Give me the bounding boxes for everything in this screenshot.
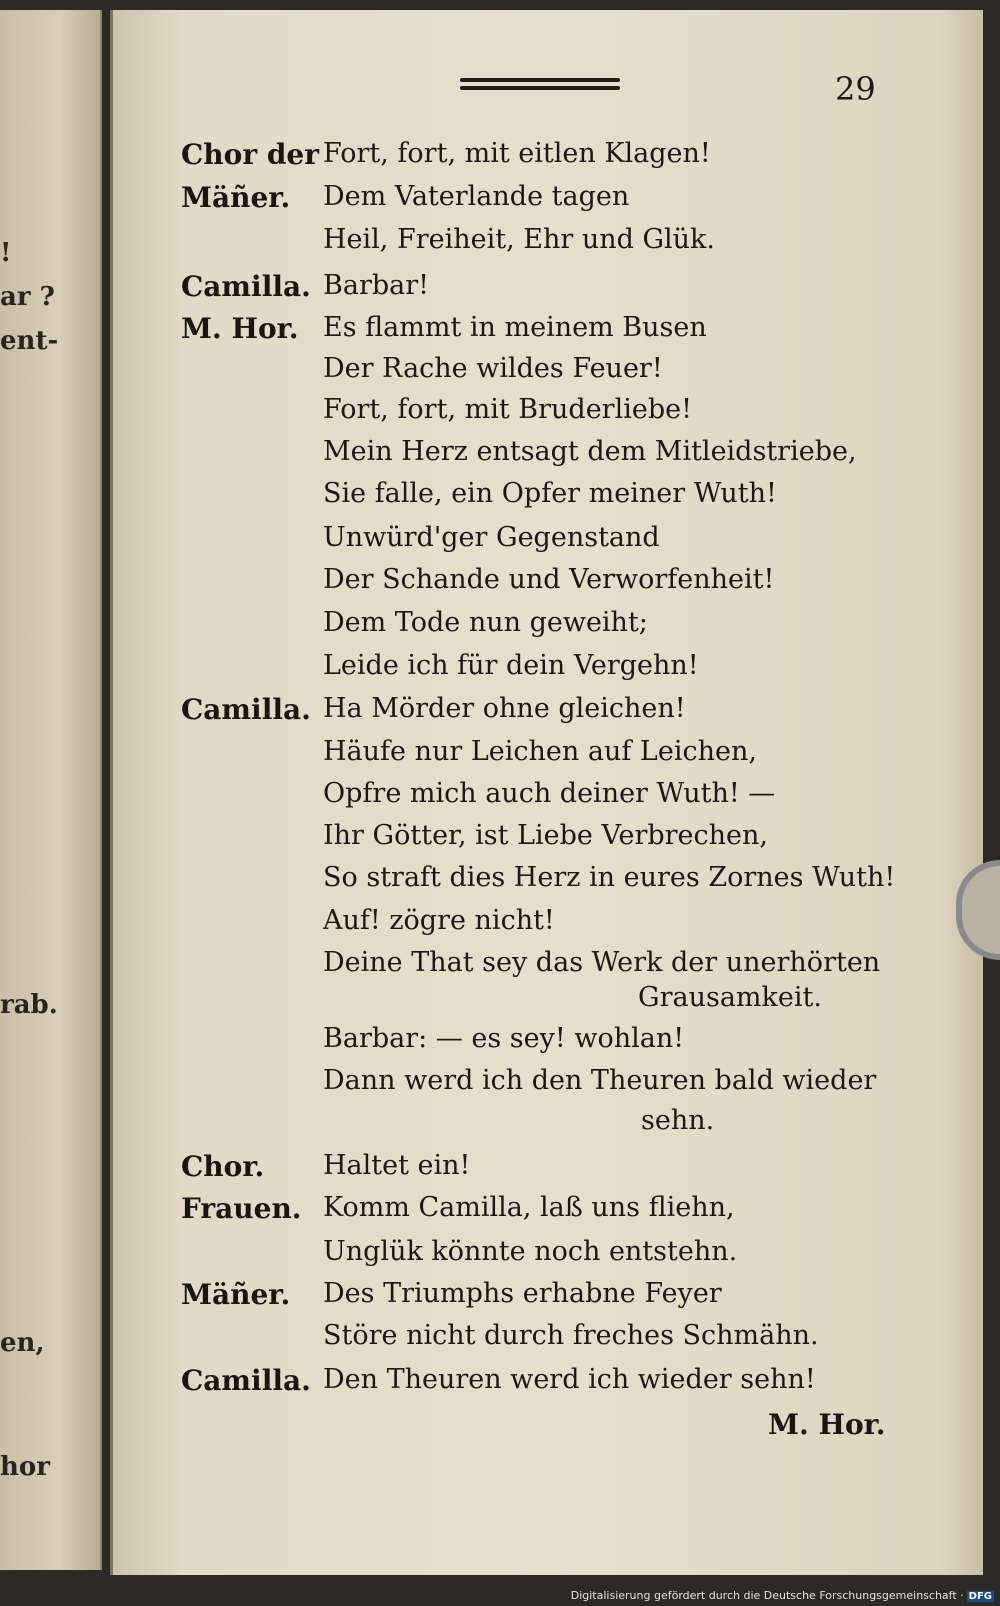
footer-text: Digitalisierung gefördert durch die Deutsche Forschungsgemeinschaft · [570, 1589, 964, 1602]
verse-line: Heil, Freiheit, Ehr und Glük. [323, 224, 716, 255]
verse-line: Komm Camilla, laß uns fliehn, [323, 1192, 735, 1223]
verse-line: Mein Herz entsagt dem Mitleidstriebe, [323, 436, 857, 467]
left-fragment: hor [0, 1452, 50, 1482]
speaker-label: Frauen. [181, 1192, 302, 1225]
verse-line: Unwürd'ger Gegenstand [323, 522, 660, 553]
page-number: 29 [835, 70, 876, 108]
verse-line: Unglük könnte noch entstehn. [323, 1236, 738, 1267]
speaker-label: Camilla. [181, 270, 311, 303]
verse-line: So straft dies Herz in eures Zornes Wuth! [323, 862, 896, 893]
footer [571, 1589, 994, 1602]
verse-line: Dem Tode nun geweiht; [323, 607, 648, 638]
verse-line: Opfre mich auch deiner Wuth! — [323, 778, 776, 809]
verse-line: Ihr Götter, ist Liebe Verbrechen, [323, 820, 768, 851]
speaker-label: Camilla. [181, 693, 311, 726]
speaker-label: Camilla. [181, 1364, 311, 1397]
verse-line: Der Schande und Verworfenheit! [323, 564, 775, 595]
header-ornament [460, 78, 620, 96]
left-page [0, 10, 102, 1570]
verse-line: Ha Mörder ohne gleichen! [323, 693, 686, 724]
left-fragment: ar ? [0, 282, 55, 312]
verse-line: Leide ich für dein Vergehn! [323, 650, 699, 681]
verse-line: Barbar! [323, 270, 429, 301]
verse-line: Des Triumphs erhabne Feyer [323, 1278, 722, 1309]
verse-line: Fort, fort, mit eitlen Klagen! [323, 138, 711, 169]
verse-line: Häufe nur Leichen auf Leichen, [323, 736, 757, 767]
catchword: M. Hor. [768, 1408, 886, 1441]
speaker-label: M. Hor. [181, 312, 299, 345]
verse-line: Es flammt in meinem Busen [323, 312, 707, 343]
verse-line: Grausamkeit. [638, 982, 822, 1013]
left-fragment: ent- [0, 326, 59, 356]
left-fragment: rab. [0, 990, 58, 1020]
speaker-label: Chor der [181, 138, 319, 171]
verse-line: Auf! zögre nicht! [323, 905, 555, 936]
right-page [110, 10, 983, 1575]
verse-line: Deine That sey das Werk der unerhörten [323, 947, 881, 978]
left-fragment: ! [0, 238, 12, 268]
verse-line: Fort, fort, mit Bruderliebe! [323, 394, 692, 425]
speaker-label: Chor. [181, 1150, 265, 1183]
verse-line: Den Theuren werd ich wieder sehn! [323, 1364, 816, 1395]
verse-line: Dem Vaterlande tagen [323, 181, 630, 212]
verse-line: Barbar: — es sey! wohlan! [323, 1023, 685, 1054]
left-fragment: en, [0, 1328, 45, 1358]
verse-line: Dann werd ich den Theuren bald wieder [323, 1065, 877, 1096]
verse-line: Haltet ein! [323, 1150, 471, 1181]
verse-line: Sie falle, ein Opfer meiner Wuth! [323, 478, 777, 509]
verse-line: Störe nicht durch freches Schmähn. [323, 1320, 819, 1351]
verse-line: Der Rache wildes Feuer! [323, 353, 663, 384]
dfg-logo: DFG [968, 1591, 992, 1602]
verse-line: sehn. [641, 1105, 715, 1136]
speaker-label: Mäñer. [181, 1278, 291, 1311]
speaker-label: Mäñer. [181, 181, 291, 214]
